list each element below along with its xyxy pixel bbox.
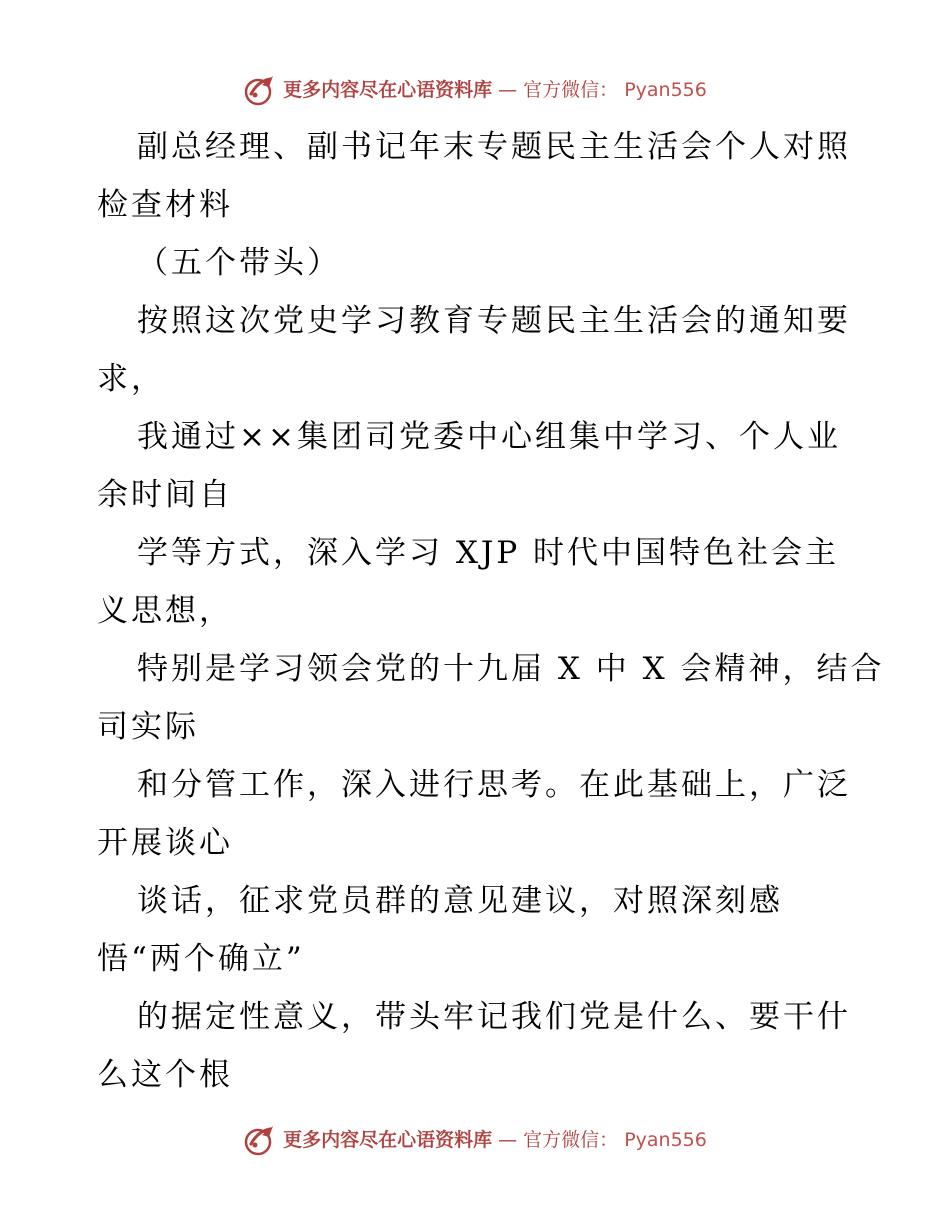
watermark-brand [243,1123,707,1157]
document-line: 司实际 [97,709,199,745]
document-line: 学等方式，深入学习 XJP 时代中国特色社会主 [137,535,840,571]
watermark-wechat-id: Pyan556 [624,1128,707,1151]
watermark-brand [243,73,707,107]
brand-logo-icon [243,73,277,107]
document-line: 义思想， [97,593,233,629]
watermark-sub-text: 官方微信： [523,78,619,101]
document-line: 求， [97,361,165,397]
watermark-footer [0,1120,950,1160]
document-body [97,118,885,1104]
document-line: 开展谈心 [97,825,233,861]
document-line: 副总经理、副书记年末专题民主生活会个人对照 [137,129,851,165]
document-line: 按照这次党史学习教育专题民主生活会的通知要 [137,303,851,339]
watermark-main-text: 更多内容尽在心语资料库 [283,78,493,101]
document-line: 的据定性意义，带头牢记我们党是什么、要干什 [137,999,851,1035]
document-line: 余时间自 [97,477,233,513]
watermark-main-text: 更多内容尽在心语资料库 [283,1128,493,1151]
watermark-wechat-id: Pyan556 [624,78,707,101]
watermark-sub-text: 官方微信： [523,1128,619,1151]
document-line: （五个带头） [137,245,341,281]
document-line: 悟“两个确立” [97,941,305,977]
document-line: 我通过××集团司党委中心组集中学习、个人业 [137,419,841,455]
watermark-header [0,70,950,110]
document-line: 检查材料 [97,187,233,223]
document-line: 谈话，征求党员群的意见建议，对照深刻感 [137,883,783,919]
document-line: 特别是学习领会党的十九届 X 中 X 会精神，结合 [137,651,885,687]
document-line: 和分管工作，深入进行思考。在此基础上，广泛 [137,767,851,803]
watermark-separator: — [498,78,518,101]
document-line: 么这个根 [97,1057,233,1093]
watermark-separator: — [498,1128,518,1151]
brand-logo-icon [243,1123,277,1157]
